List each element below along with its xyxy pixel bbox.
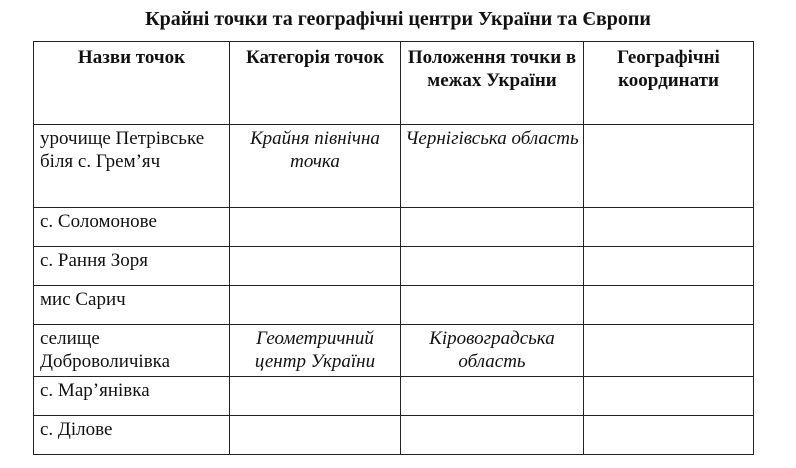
cell-point-category[interactable] xyxy=(230,286,401,325)
cell-point-name: урочище Петрівське біля с. Грем’яч xyxy=(34,125,230,208)
table-row xyxy=(34,125,754,208)
cell-point-location[interactable]: Кіровоградська область xyxy=(401,325,584,377)
header-point-names: Назви точок xyxy=(34,42,230,125)
extreme-points-table xyxy=(33,41,754,455)
table-row xyxy=(34,247,754,286)
table-row xyxy=(34,208,754,247)
cell-point-location[interactable] xyxy=(401,416,584,455)
cell-point-location[interactable] xyxy=(401,377,584,416)
cell-point-location[interactable] xyxy=(401,286,584,325)
header-point-category: Категорія точок xyxy=(230,42,401,125)
page-title: Крайні точки та географічні центри України та Європи xyxy=(145,8,651,30)
cell-point-category[interactable] xyxy=(230,377,401,416)
cell-point-name: селище Доброволичівка xyxy=(34,325,230,377)
cell-point-coords[interactable] xyxy=(584,286,754,325)
cell-point-coords[interactable] xyxy=(584,377,754,416)
cell-point-location[interactable] xyxy=(401,208,584,247)
cell-point-category[interactable]: Крайня північна точка xyxy=(230,125,401,208)
table-row xyxy=(34,377,754,416)
cell-point-category[interactable] xyxy=(230,416,401,455)
cell-point-coords[interactable] xyxy=(584,247,754,286)
cell-point-name: мис Сарич xyxy=(34,286,230,325)
cell-point-category[interactable]: Геометричний центр України xyxy=(230,325,401,377)
header-point-location: Положення точки в межах України xyxy=(401,42,584,125)
cell-point-name: с. Соломонове xyxy=(34,208,230,247)
cell-point-category[interactable] xyxy=(230,247,401,286)
table-row xyxy=(34,325,754,377)
table-row xyxy=(34,416,754,455)
table-header-row xyxy=(34,42,754,125)
cell-point-name: с. Ділове xyxy=(34,416,230,455)
cell-point-coords[interactable] xyxy=(584,208,754,247)
cell-point-coords[interactable] xyxy=(584,125,754,208)
cell-point-name: с. Рання Зоря xyxy=(34,247,230,286)
cell-point-location[interactable]: Чернігівська область xyxy=(401,125,584,208)
header-geo-coordinates: Географічні координати xyxy=(584,42,754,125)
cell-point-coords[interactable] xyxy=(584,416,754,455)
cell-point-coords[interactable] xyxy=(584,325,754,377)
cell-point-name: с. Мар’янівка xyxy=(34,377,230,416)
table-row xyxy=(34,286,754,325)
cell-point-category[interactable] xyxy=(230,208,401,247)
cell-point-location[interactable] xyxy=(401,247,584,286)
